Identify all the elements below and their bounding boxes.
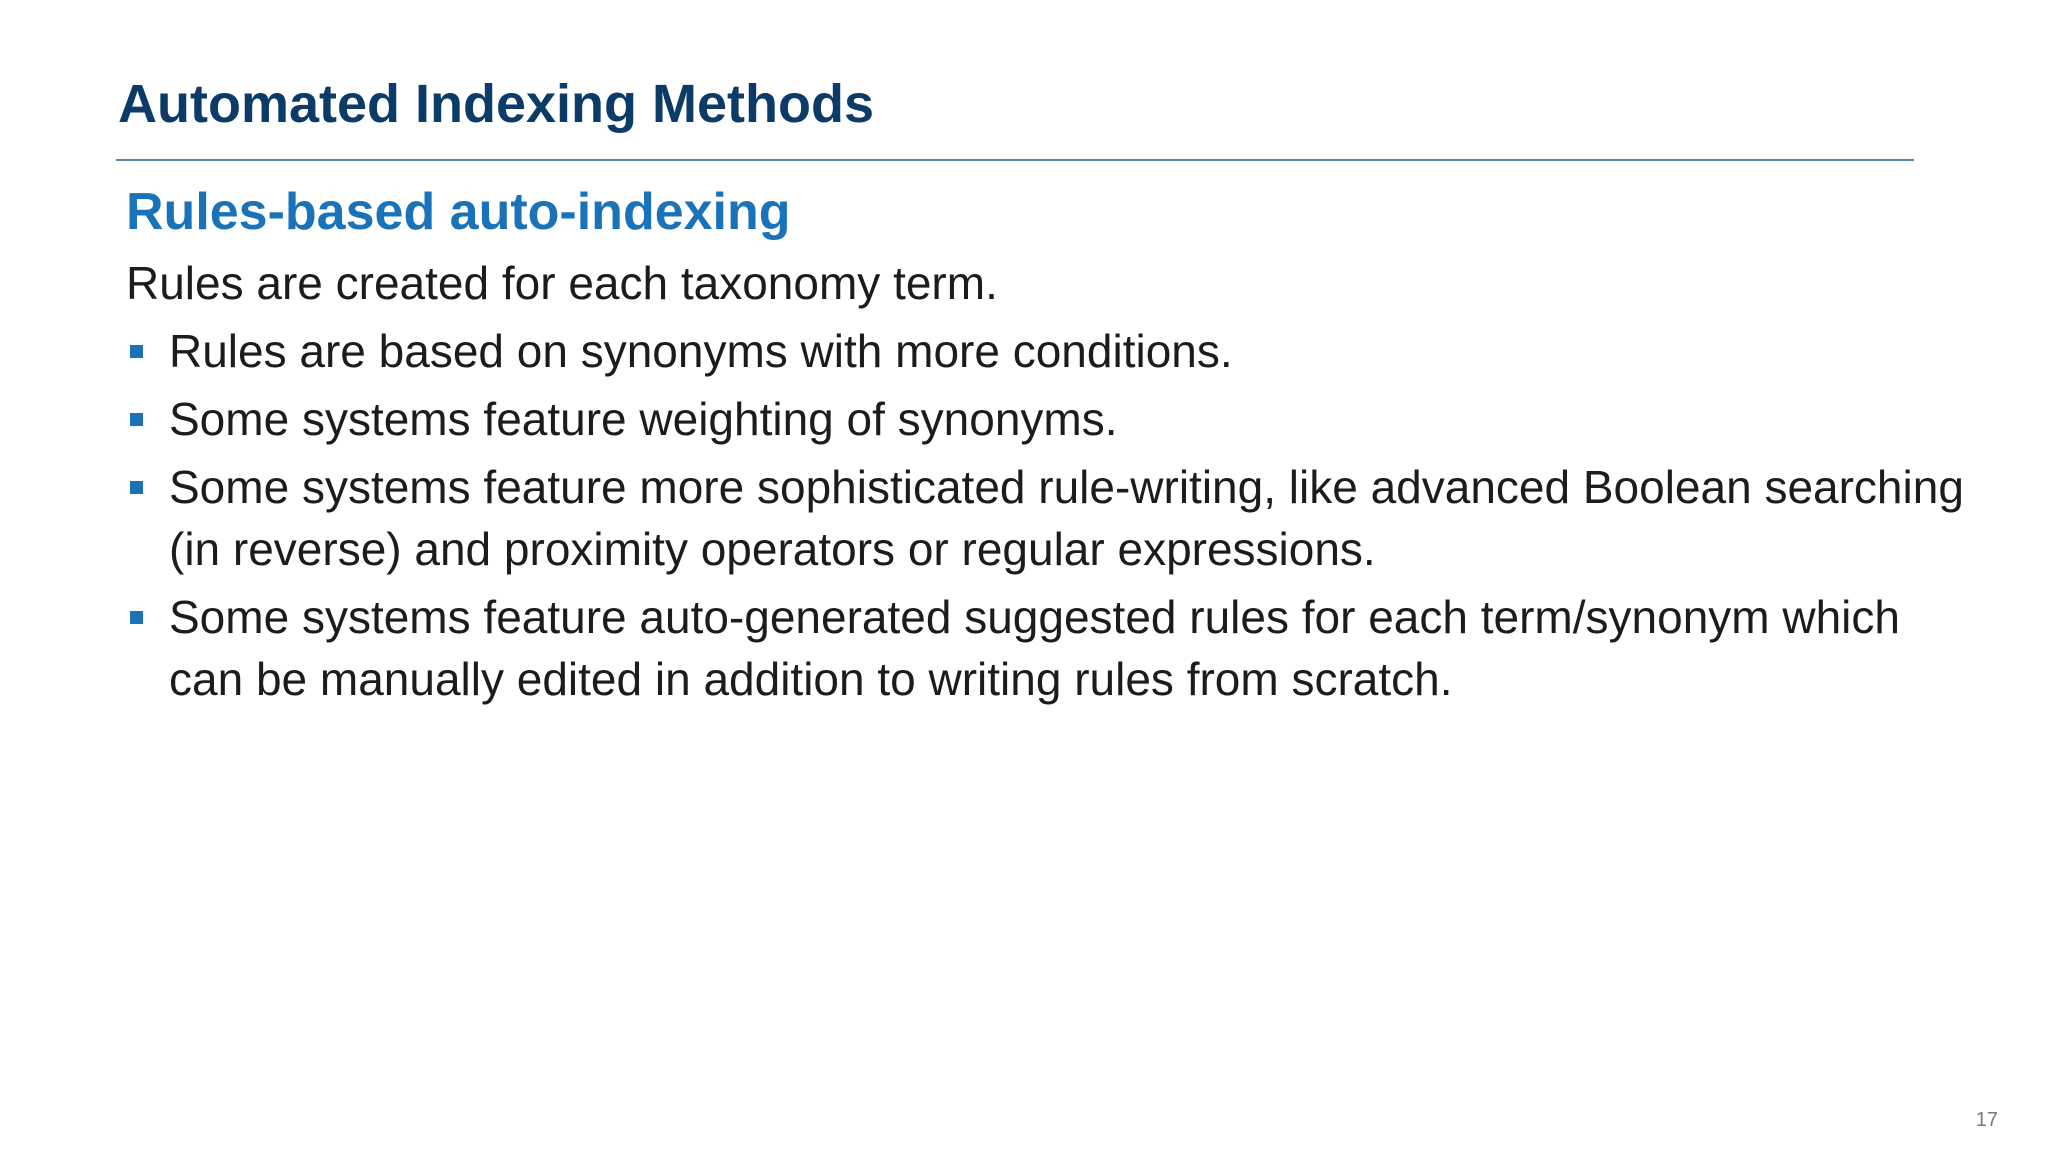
bullet-item: [126, 388, 1986, 450]
bullet-text: Rules are based on synonyms with more conditions.: [169, 325, 1233, 377]
bullet-item: [126, 320, 1986, 382]
bullet-item: [126, 456, 1986, 580]
square-bullet-icon: [130, 413, 143, 426]
page-number: 17: [1975, 1109, 1998, 1131]
bullet-text: Some systems feature auto-generated suggested rules for each term/synonym which can be manually edited in addition to writing rules from scratch.: [169, 591, 1900, 705]
title-divider: [116, 159, 1914, 161]
bullet-list: [126, 320, 1986, 710]
bullet-text: Some systems feature weighting of synonyms.: [169, 393, 1118, 445]
section-subtitle: Rules-based auto-indexing: [126, 183, 791, 241]
square-bullet-icon: [130, 345, 143, 358]
bullet-text: Some systems feature more sophisticated rule-writing, like advanced Boolean searching (in reverse) and proximity operators or regular expressions.: [169, 461, 1964, 575]
slide-title: Automated Indexing Methods: [118, 74, 874, 134]
slide-content: [126, 180, 1986, 716]
square-bullet-icon: [130, 481, 143, 494]
bullet-item: [126, 586, 1986, 710]
lead-text: Rules are created for each taxonomy term.: [126, 257, 998, 309]
square-bullet-icon: [130, 611, 143, 624]
